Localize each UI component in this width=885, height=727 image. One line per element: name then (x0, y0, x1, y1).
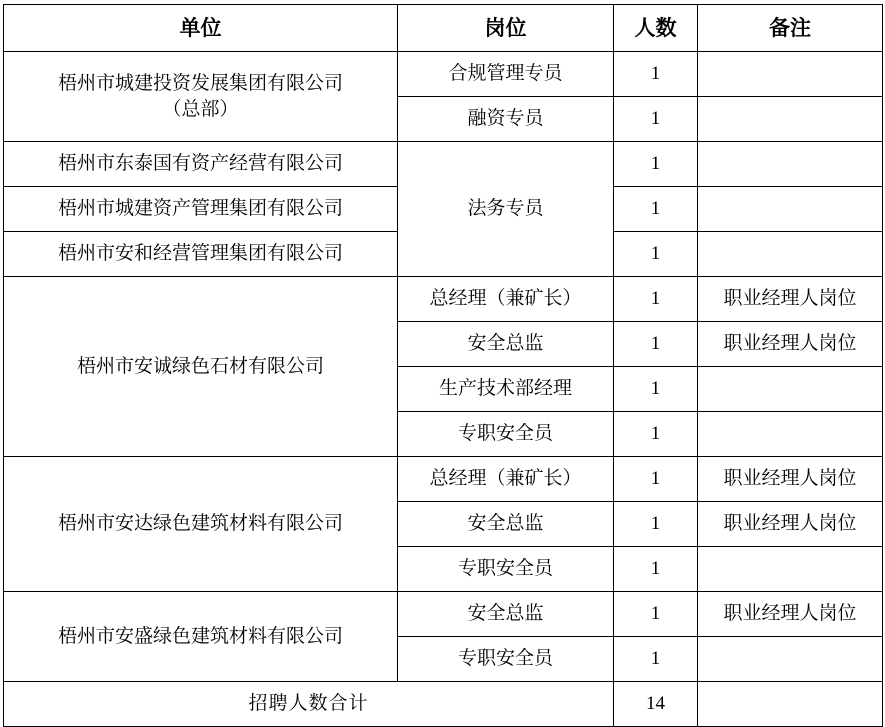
column-header-remark: 备注 (698, 5, 883, 52)
remark-cell (698, 142, 883, 187)
remark-cell (698, 232, 883, 277)
table-row (4, 457, 883, 502)
header-row (4, 5, 883, 52)
unit-name-line2: （总部） (162, 98, 239, 120)
unit-cell: 梧州市城建资产管理集团有限公司 (4, 187, 398, 232)
total-label: 招聘人数合计 (4, 682, 614, 727)
table-body (4, 52, 883, 727)
remark-cell (698, 187, 883, 232)
post-cell: 安全总监 (398, 502, 614, 547)
table-row (4, 142, 883, 187)
count-cell: 1 (614, 277, 698, 322)
count-cell: 1 (614, 322, 698, 367)
unit-cell-group3: 梧州市安诚绿色石材有限公司 (4, 277, 398, 457)
remark-cell (698, 637, 883, 682)
count-cell: 1 (614, 187, 698, 232)
post-cell: 安全总监 (398, 592, 614, 637)
column-header-unit: 单位 (4, 5, 398, 52)
remark-cell (698, 97, 883, 142)
table-header (4, 5, 883, 52)
count-cell: 1 (614, 142, 698, 187)
post-cell: 总经理（兼矿长） (398, 277, 614, 322)
total-row (4, 682, 883, 727)
total-count: 14 (614, 682, 698, 727)
remark-cell: 职业经理人岗位 (698, 592, 883, 637)
post-cell: 总经理（兼矿长） (398, 457, 614, 502)
remark-cell (698, 367, 883, 412)
post-cell-shared: 法务专员 (398, 142, 614, 277)
count-cell: 1 (614, 232, 698, 277)
count-cell: 1 (614, 547, 698, 592)
remark-cell (698, 547, 883, 592)
count-cell: 1 (614, 52, 698, 97)
table-row (4, 52, 883, 97)
unit-cell-group5: 梧州市安盛绿色建筑材料有限公司 (4, 592, 398, 682)
table-row (4, 277, 883, 322)
remark-cell: 职业经理人岗位 (698, 277, 883, 322)
post-cell: 安全总监 (398, 322, 614, 367)
unit-cell: 梧州市安和经营管理集团有限公司 (4, 232, 398, 277)
post-cell: 融资专员 (398, 97, 614, 142)
count-cell: 1 (614, 592, 698, 637)
column-header-count: 人数 (614, 5, 698, 52)
post-cell: 合规管理专员 (398, 52, 614, 97)
post-cell: 专职安全员 (398, 547, 614, 592)
unit-name-line1: 梧州市城建投资发展集团有限公司 (57, 72, 343, 94)
remark-cell: 职业经理人岗位 (698, 502, 883, 547)
remark-cell: 职业经理人岗位 (698, 457, 883, 502)
post-cell: 生产技术部经理 (398, 367, 614, 412)
unit-cell: 梧州市东泰国有资产经营有限公司 (4, 142, 398, 187)
post-cell: 专职安全员 (398, 412, 614, 457)
remark-cell (698, 412, 883, 457)
total-remark (698, 682, 883, 727)
count-cell: 1 (614, 457, 698, 502)
column-header-post: 岗位 (398, 5, 614, 52)
recruitment-table (3, 4, 883, 727)
count-cell: 1 (614, 412, 698, 457)
count-cell: 1 (614, 637, 698, 682)
remark-cell (698, 52, 883, 97)
post-cell: 专职安全员 (398, 637, 614, 682)
unit-cell-group4: 梧州市安达绿色建筑材料有限公司 (4, 457, 398, 592)
unit-cell-group1 (4, 52, 398, 142)
count-cell: 1 (614, 502, 698, 547)
table-row (4, 592, 883, 637)
remark-cell: 职业经理人岗位 (698, 322, 883, 367)
count-cell: 1 (614, 367, 698, 412)
count-cell: 1 (614, 97, 698, 142)
